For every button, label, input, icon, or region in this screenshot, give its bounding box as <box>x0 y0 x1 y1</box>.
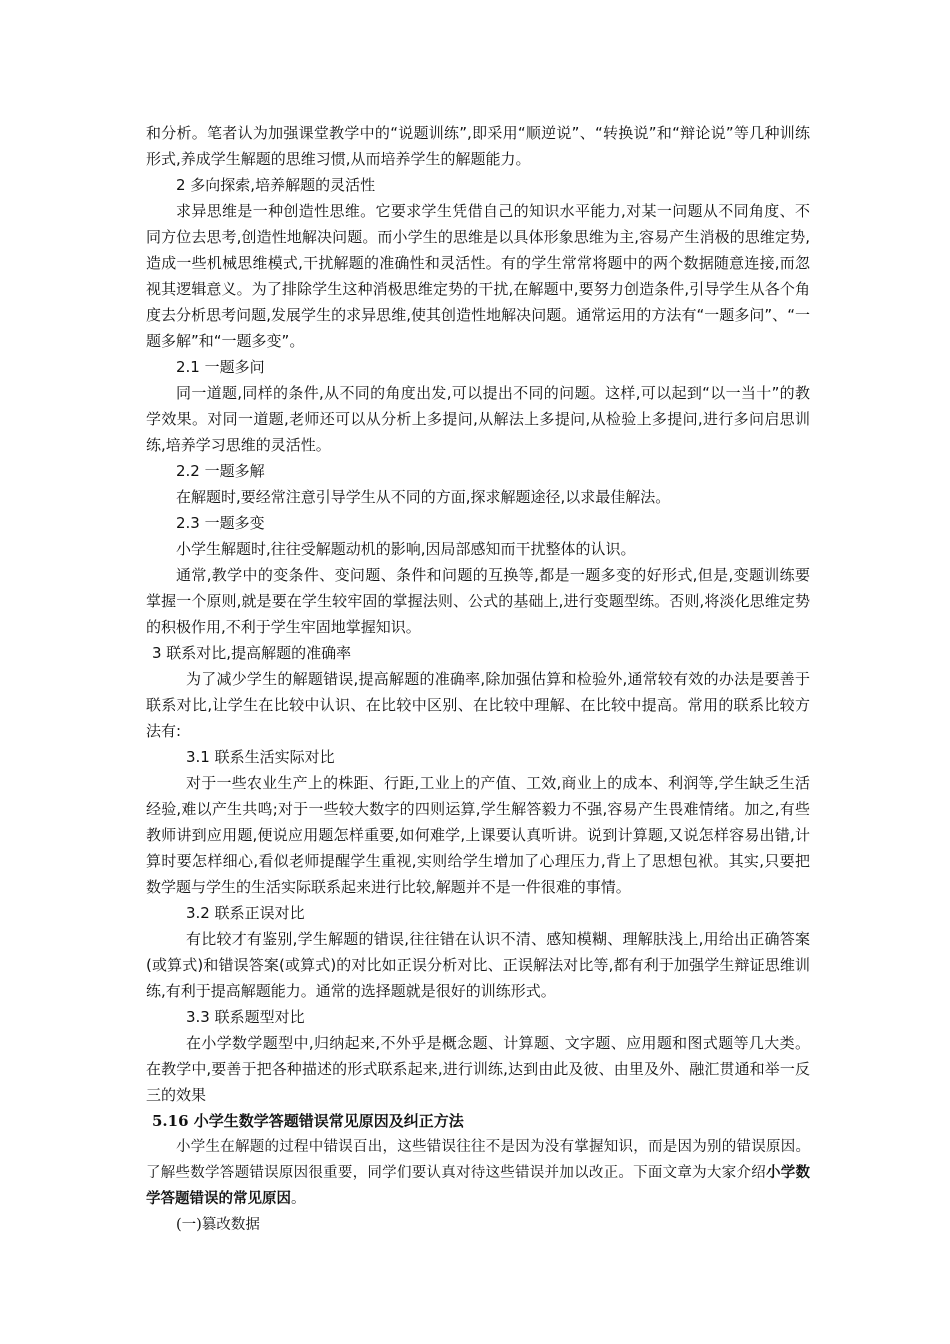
paragraph: 有比较才有鉴别,学生解题的错误,往往错在认识不清、感知模糊、理解肤浅上,用给出正确答案(或算式)和错误答案(或算式)的对比如正误分析对比、正误解法对比等,都有利于加强学生辩证思维训练,有利于提高解题能力。通常的选择题就是很好的训练形式。 <box>146 930 810 1000</box>
section-heading-2: 2 多向探索,培养解题的灵活性 <box>176 176 376 194</box>
section-heading-3: 3 联系对比,提高解题的准确率 <box>152 644 352 662</box>
paragraph <box>146 1134 810 1212</box>
chapter-title: 5.16 小学生数学答题错误常见原因及纠正方法 <box>152 1112 464 1130</box>
paragraph: 对于一些农业生产上的株距、行距,工业上的产值、工效,商业上的成本、利润等,学生缺乏生活经验,难以产生共鸣;对于一些较大数字的四则运算,学生解答毅力不强,容易产生畏难情绪。加之,有些教师讲到应用题,便说应用题怎样重要,如何难学,上课要认真听讲。说到计算题,又说怎样容易出错,计算时要怎样细心,看似老师提醒学生重视,实则给学生增加了心理压力,背上了思想包袱。其实,只要把数学题与学生的生活实际联系起来进行比较,解题并不是一件很难的事情。 <box>146 774 810 896</box>
section-heading-3-1: 3.1 联系生活实际对比 <box>186 748 335 766</box>
paragraph: 在小学数学题型中,归纳起来,不外乎是概念题、计算题、文字题、应用题和图式题等几大类。在教学中,要善于把各种描述的形式联系起来,进行训练,达到由此及彼、由里及外、融汇贯通和举一反三的效果 <box>146 1034 810 1104</box>
paragraph: 和分析。笔者认为加强课堂教学中的“说题训练”,即采用“顺逆说”、“转换说”和“辩论说”等几种训练形式,养成学生解题的思维习惯,从而培养学生的解题能力。 <box>146 124 810 168</box>
section-heading-2-3: 2.3 一题多变 <box>176 514 265 532</box>
paragraph: 同一道题,同样的条件,从不同的角度出发,可以提出不同的问题。这样,可以起到“以一当十”的教学效果。对同一道题,老师还可以从分析上多提问,从解法上多提问,从检验上多提问,进行多问启思训练,培养学习思维的灵活性。 <box>146 384 810 454</box>
subsection-heading: (一)篡改数据 <box>176 1217 260 1233</box>
section-heading-3-2: 3.2 联系正误对比 <box>186 904 305 922</box>
paragraph-text: 小学生在解题的过程中错误百出，这些错误往往不是因为没有掌握知识，而是因为别的错误原因。了解些数学答题错误原因很重要，同学们要认真对待这些错误并加以改正。下面文章为大家介绍 <box>146 1139 810 1181</box>
section-heading-2-1: 2.1 一题多问 <box>176 358 265 376</box>
bold-phrase: 小学数学答题错误的常见原因 <box>146 1164 811 1207</box>
document-body <box>146 120 810 1238</box>
paragraph: 在解题时,要经常注意引导学生从不同的方面,探求解题途径,以求最佳解法。 <box>176 488 671 506</box>
paragraph: 小学生解题时,往往受解题动机的影响,因局部感知而干扰整体的认识。 <box>176 540 636 558</box>
section-heading-2-2: 2.2 一题多解 <box>176 462 265 480</box>
paragraph-end: 。 <box>291 1191 306 1207</box>
section-heading-3-3: 3.3 联系题型对比 <box>186 1008 305 1026</box>
paragraph: 为了减少学生的解题错误,提高解题的准确率,除加强估算和检验外,通常较有效的办法是要善于联系对比,让学生在比较中认识、在比较中区别、在比较中理解、在比较中提高。常用的联系比较方法有: <box>146 670 810 740</box>
paragraph: 求异思维是一种创造性思维。它要求学生凭借自己的知识水平能力,对某一问题从不同角度、不同方位去思考,创造性地解决问题。而小学生的思维是以具体形象思维为主,容易产生消极的思维定势,造成一些机械思维模式,干扰解题的准确性和灵活性。有的学生常常将题中的两个数据随意连接,而忽视其逻辑意义。为了排除学生这种消极思维定势的干扰,在解题中,要努力创造条件,引导学生从各个角度去分析思考问题,发展学生的求异思维,使其创造性地解决问题。通常运用的方法有“一题多问”、“一题多解”和“一题多变”。 <box>146 202 810 350</box>
paragraph: 通常,教学中的变条件、变问题、条件和问题的互换等,都是一题多变的好形式,但是,变题训练要掌握一个原则,就是要在学生较牢固的掌握法则、公式的基础上,进行变题型练。否则,将淡化思维定势的积极作用,不利于学生牢固地掌握知识。 <box>146 566 810 636</box>
